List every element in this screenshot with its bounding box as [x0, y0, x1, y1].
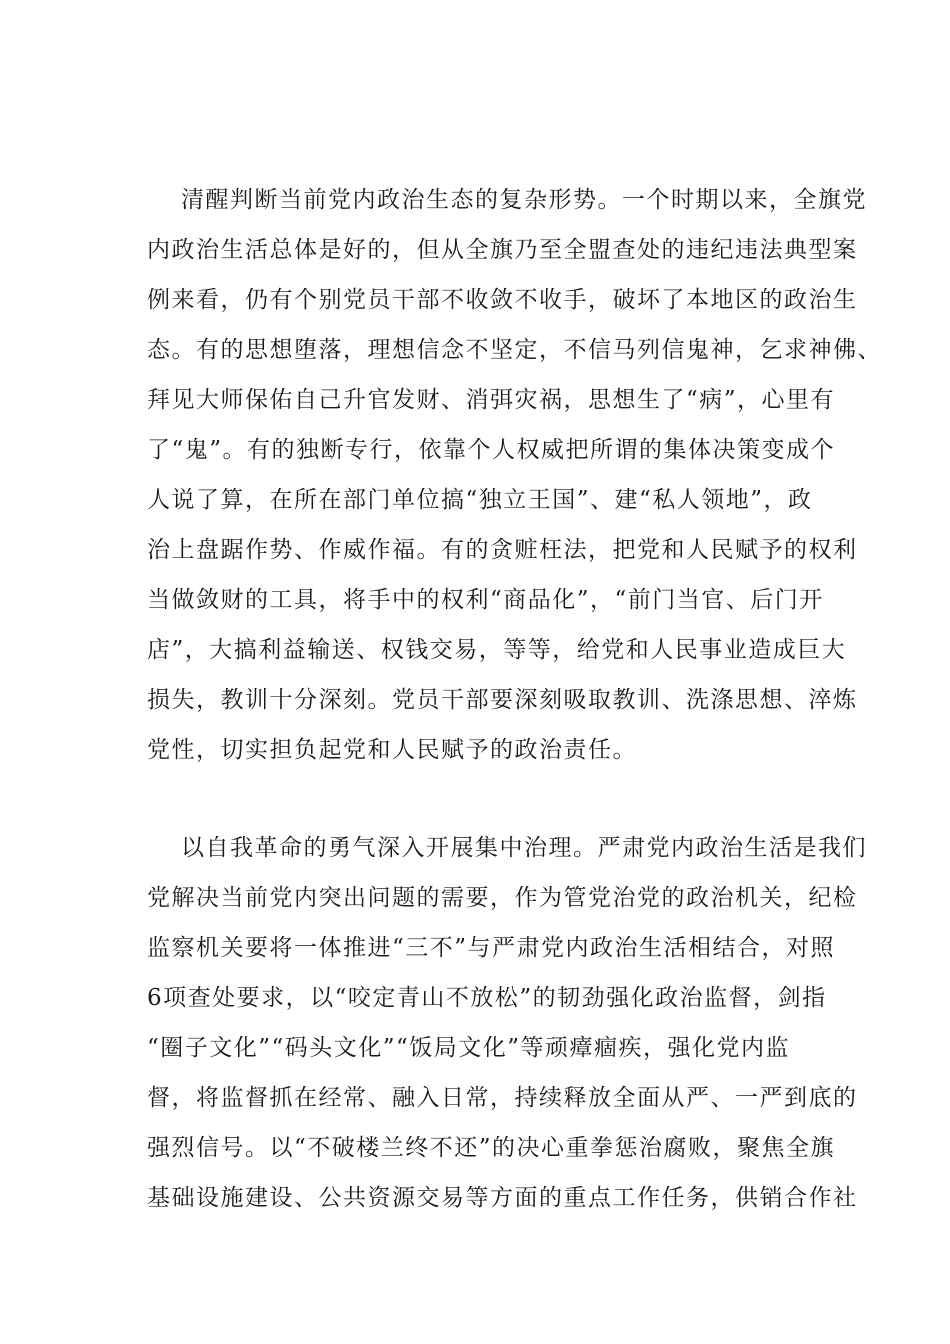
paragraph-line: 人说了算，在所在部门单位搞“独立王国”、建“私人领地”，政	[147, 487, 813, 513]
paragraph-self-revolution	[147, 823, 867, 1223]
paragraph-line: 以自我革命的勇气深入开展集中治理。严肃党内政治生活是我们	[181, 835, 867, 861]
paragraph-line: 拜见大师保佑自己升官发财、消弭灾祸，思想生了“病”，心里有	[147, 387, 836, 413]
paragraph-line: 例来看，仍有个别党员干部不收敛不收手，破坏了本地区的政治生	[147, 287, 858, 313]
paragraph-line: 监察机关要将一体推进“三不”与严肃党内政治生活相结合，对照	[147, 935, 836, 961]
paragraph-line: 店”，大搞利益输送、权钱交易，等等，给党和人民事业造成巨大	[147, 637, 847, 663]
paragraph-line: “圈子文化”“码头文化”“饭局文化”等顽瘴痼疾，强化党内监	[147, 1035, 791, 1061]
paragraph-line: 了“鬼”。有的独断专行，依靠个人权威把所谓的集体决策变成个	[147, 437, 836, 463]
paragraph-political-ecology	[147, 175, 882, 775]
paragraph-line: 损失，教训十分深刻。党员干部要深刻吸取教训、洗涤思想、淬炼	[147, 687, 858, 713]
paragraph-line: 内政治生活总体是好的，但从全旗乃至全盟查处的违纪违法典型案	[147, 237, 858, 263]
paragraph-line: 督，将监督抓在经常、融入日常，持续释放全面从严、一严到底的	[147, 1085, 858, 1111]
paragraph-line: 基础设施建设、公共资源交易等方面的重点工作任务，供销合作社	[147, 1185, 858, 1211]
paragraph-line: 治上盘踞作势、作威作福。有的贪赃枉法，把党和人民赋予的权利	[147, 537, 858, 563]
paragraph-line: 当做敛财的工具，将手中的权利“商品化”，“前门当官、后门开	[147, 587, 824, 613]
paragraph-line: 清醒判断当前党内政治生态的复杂形势。一个时期以来，全旗党	[181, 187, 867, 213]
paragraph-line: 党解决当前党内突出问题的需要，作为管党治党的政治机关，纪检	[147, 885, 858, 911]
paragraph-line: 强烈信号。以“不破楼兰终不还”的决心重拳惩治腐败，聚焦全旗	[147, 1135, 836, 1161]
paragraph-line: 态。有的思想堕落，理想信念不坚定，不信马列信鬼神，乞求神佛、	[147, 337, 882, 363]
paragraph-line: 6项查处要求，以“咬定青山不放松”的韧劲强化政治监督，剑指	[147, 985, 827, 1011]
paragraph-line: 党性，切实担负起党和人民赋予的政治责任。	[147, 737, 637, 763]
